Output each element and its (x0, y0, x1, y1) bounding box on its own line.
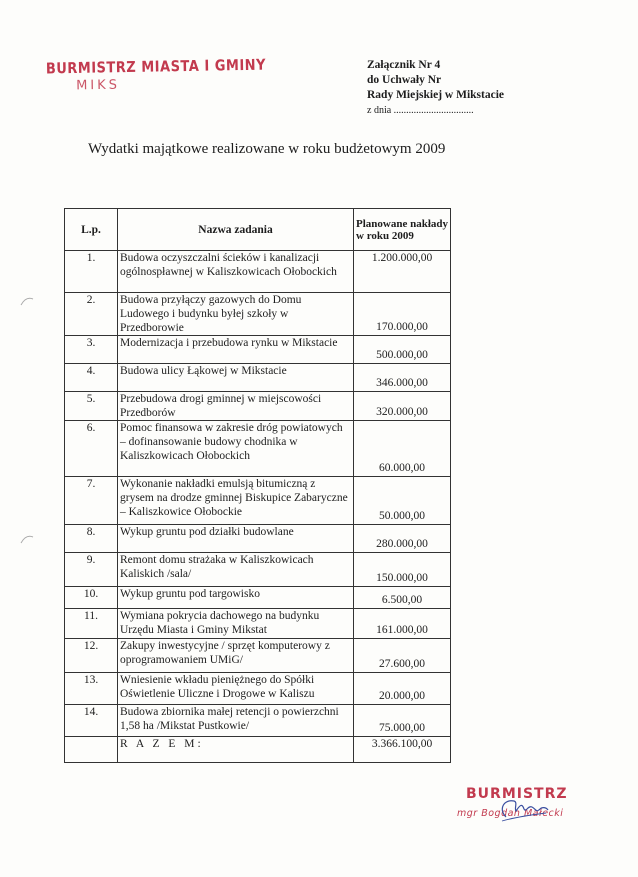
attachment-line4: z dnia ................................ (367, 105, 474, 116)
row-amount-value: 161.000,00 (376, 624, 428, 636)
row-amount (354, 673, 451, 705)
punch-mark (20, 534, 34, 544)
attachment-line3: Rady Miejskiej w Mikstacie (367, 89, 505, 101)
row-lp: 10. (65, 587, 118, 609)
row-lp: 6. (65, 421, 118, 477)
row-amount-value: 500.000,00 (376, 349, 428, 361)
table-row (65, 392, 451, 421)
row-name: Wykup gruntu pod targowisko (118, 587, 354, 609)
row-amount (354, 705, 451, 737)
attachment-header (367, 58, 504, 118)
attachment-line1: Załącznik Nr 4 (367, 59, 441, 71)
mayor-stamp-top (46, 58, 267, 94)
row-amount (354, 251, 451, 293)
row-name: Budowa zbiornika małej retencji o powierzchni 1,58 ha /Mikstat Pustkowie/ (118, 705, 354, 737)
row-lp: 3. (65, 336, 118, 364)
row-lp: 7. (65, 477, 118, 525)
table-row (65, 553, 451, 587)
row-name: Pomoc finansowa w zakresie dróg powiatowych – dofinansowanie budowy chodnika w Kaliszkowicach Ołobockich (118, 421, 354, 477)
expenditure-table (64, 208, 451, 763)
row-name: Budowa przyłączy gazowych do Domu Ludowego i budynku byłej szkoły w Przedborowie (118, 293, 354, 336)
row-name: Wymiana pokrycia dachowego na budynku Urzędu Miasta i Gminy Mikstat (118, 609, 354, 639)
row-lp: 1. (65, 251, 118, 293)
table-row (65, 705, 451, 737)
punch-mark (20, 296, 34, 306)
total-amount-value: 3.366.100,00 (371, 738, 433, 750)
total-label: R A Z E M: (118, 737, 354, 763)
table-row (65, 525, 451, 553)
row-lp: 13. (65, 673, 118, 705)
signature-icon (496, 795, 556, 825)
table-row (65, 477, 451, 525)
row-amount (354, 553, 451, 587)
row-lp: 9. (65, 553, 118, 587)
row-amount-value: 20.000,00 (379, 690, 425, 702)
row-amount-value: 320.000,00 (376, 406, 428, 418)
row-amount (354, 587, 451, 609)
table-row (65, 639, 451, 673)
row-amount-value: 27.600,00 (379, 658, 425, 670)
stamp-top-line2: MIKS (76, 77, 121, 94)
header-lp: L.p. (65, 209, 118, 251)
row-amount (354, 639, 451, 673)
table-total-row (65, 737, 451, 763)
row-lp: 12. (65, 639, 118, 673)
document-title: Wydatki majątkowe realizowane w roku budżetowym 2009 (88, 141, 446, 157)
table-header-row (65, 209, 451, 251)
stamp-top-line1: BURMISTRZ MIASTA I GMINY (45, 56, 267, 79)
row-amount (354, 364, 451, 392)
total-lp (65, 737, 118, 763)
table-row (65, 673, 451, 705)
row-amount (354, 477, 451, 525)
row-amount-value: 150.000,00 (376, 572, 428, 584)
row-amount-value: 6.500,00 (381, 594, 423, 606)
table-row (65, 587, 451, 609)
row-amount-value: 75.000,00 (379, 722, 425, 734)
row-amount (354, 336, 451, 364)
row-amount-value: 60.000,00 (379, 462, 425, 474)
row-lp: 14. (65, 705, 118, 737)
table-row (65, 609, 451, 639)
row-name: Budowa oczyszczalni ścieków i kanalizacji ogólnospławnej w Kaliszkowicach Ołobockich (118, 251, 354, 293)
row-amount-value: 170.000,00 (376, 321, 428, 333)
table-row (65, 251, 451, 293)
table-row (65, 336, 451, 364)
row-name: Budowa ulicy Łąkowej w Mikstacie (118, 364, 354, 392)
row-amount-value: 50.000,00 (379, 510, 425, 522)
table-row (65, 293, 451, 336)
row-amount-value: 346.000,00 (376, 377, 428, 389)
row-amount (354, 293, 451, 336)
table-row (65, 364, 451, 392)
stamp-bottom-title: BURMISTRZ (466, 786, 568, 802)
row-name: Przebudowa drogi gminnej w miejscowości Przedborów (118, 392, 354, 421)
row-amount (354, 525, 451, 553)
row-name: Wykonanie nakładki emulsją bitumiczną z grysem na drodze gminnej Biskupice Zabaryczne – Kaliszkowice Ołobockie (118, 477, 354, 525)
stamp-bottom-name: mgr Bogdan Małecki (457, 808, 564, 819)
row-amount (354, 392, 451, 421)
row-name: Zakupy inwestycyjne / sprzęt komputerowy z oprogramowaniem UMiG/ (118, 639, 354, 673)
row-amount (354, 609, 451, 639)
row-name: Remont domu strażaka w Kaliszkowicach Kaliskich /sala/ (118, 553, 354, 587)
header-amount: Planowane nakłady w roku 2009 (354, 209, 451, 251)
table-row (65, 421, 451, 477)
row-lp: 8. (65, 525, 118, 553)
row-lp: 4. (65, 364, 118, 392)
row-name: Modernizacja i przebudowa rynku w Mikstacie (118, 336, 354, 364)
total-amount (354, 737, 451, 763)
attachment-line2: do Uchwały Nr (367, 74, 442, 86)
row-amount-value: 280.000,00 (376, 538, 428, 550)
row-lp: 11. (65, 609, 118, 639)
row-amount (354, 421, 451, 477)
row-name: Wykup gruntu pod działki budowlane (118, 525, 354, 553)
header-name: Nazwa zadania (118, 209, 354, 251)
row-name: Wniesienie wkładu pieniężnego do Spółki Oświetlenie Uliczne i Drogowe w Kaliszu (118, 673, 354, 705)
row-lp: 5. (65, 392, 118, 421)
row-amount-value: 1.200.000,00 (371, 252, 433, 264)
row-lp: 2. (65, 293, 118, 336)
